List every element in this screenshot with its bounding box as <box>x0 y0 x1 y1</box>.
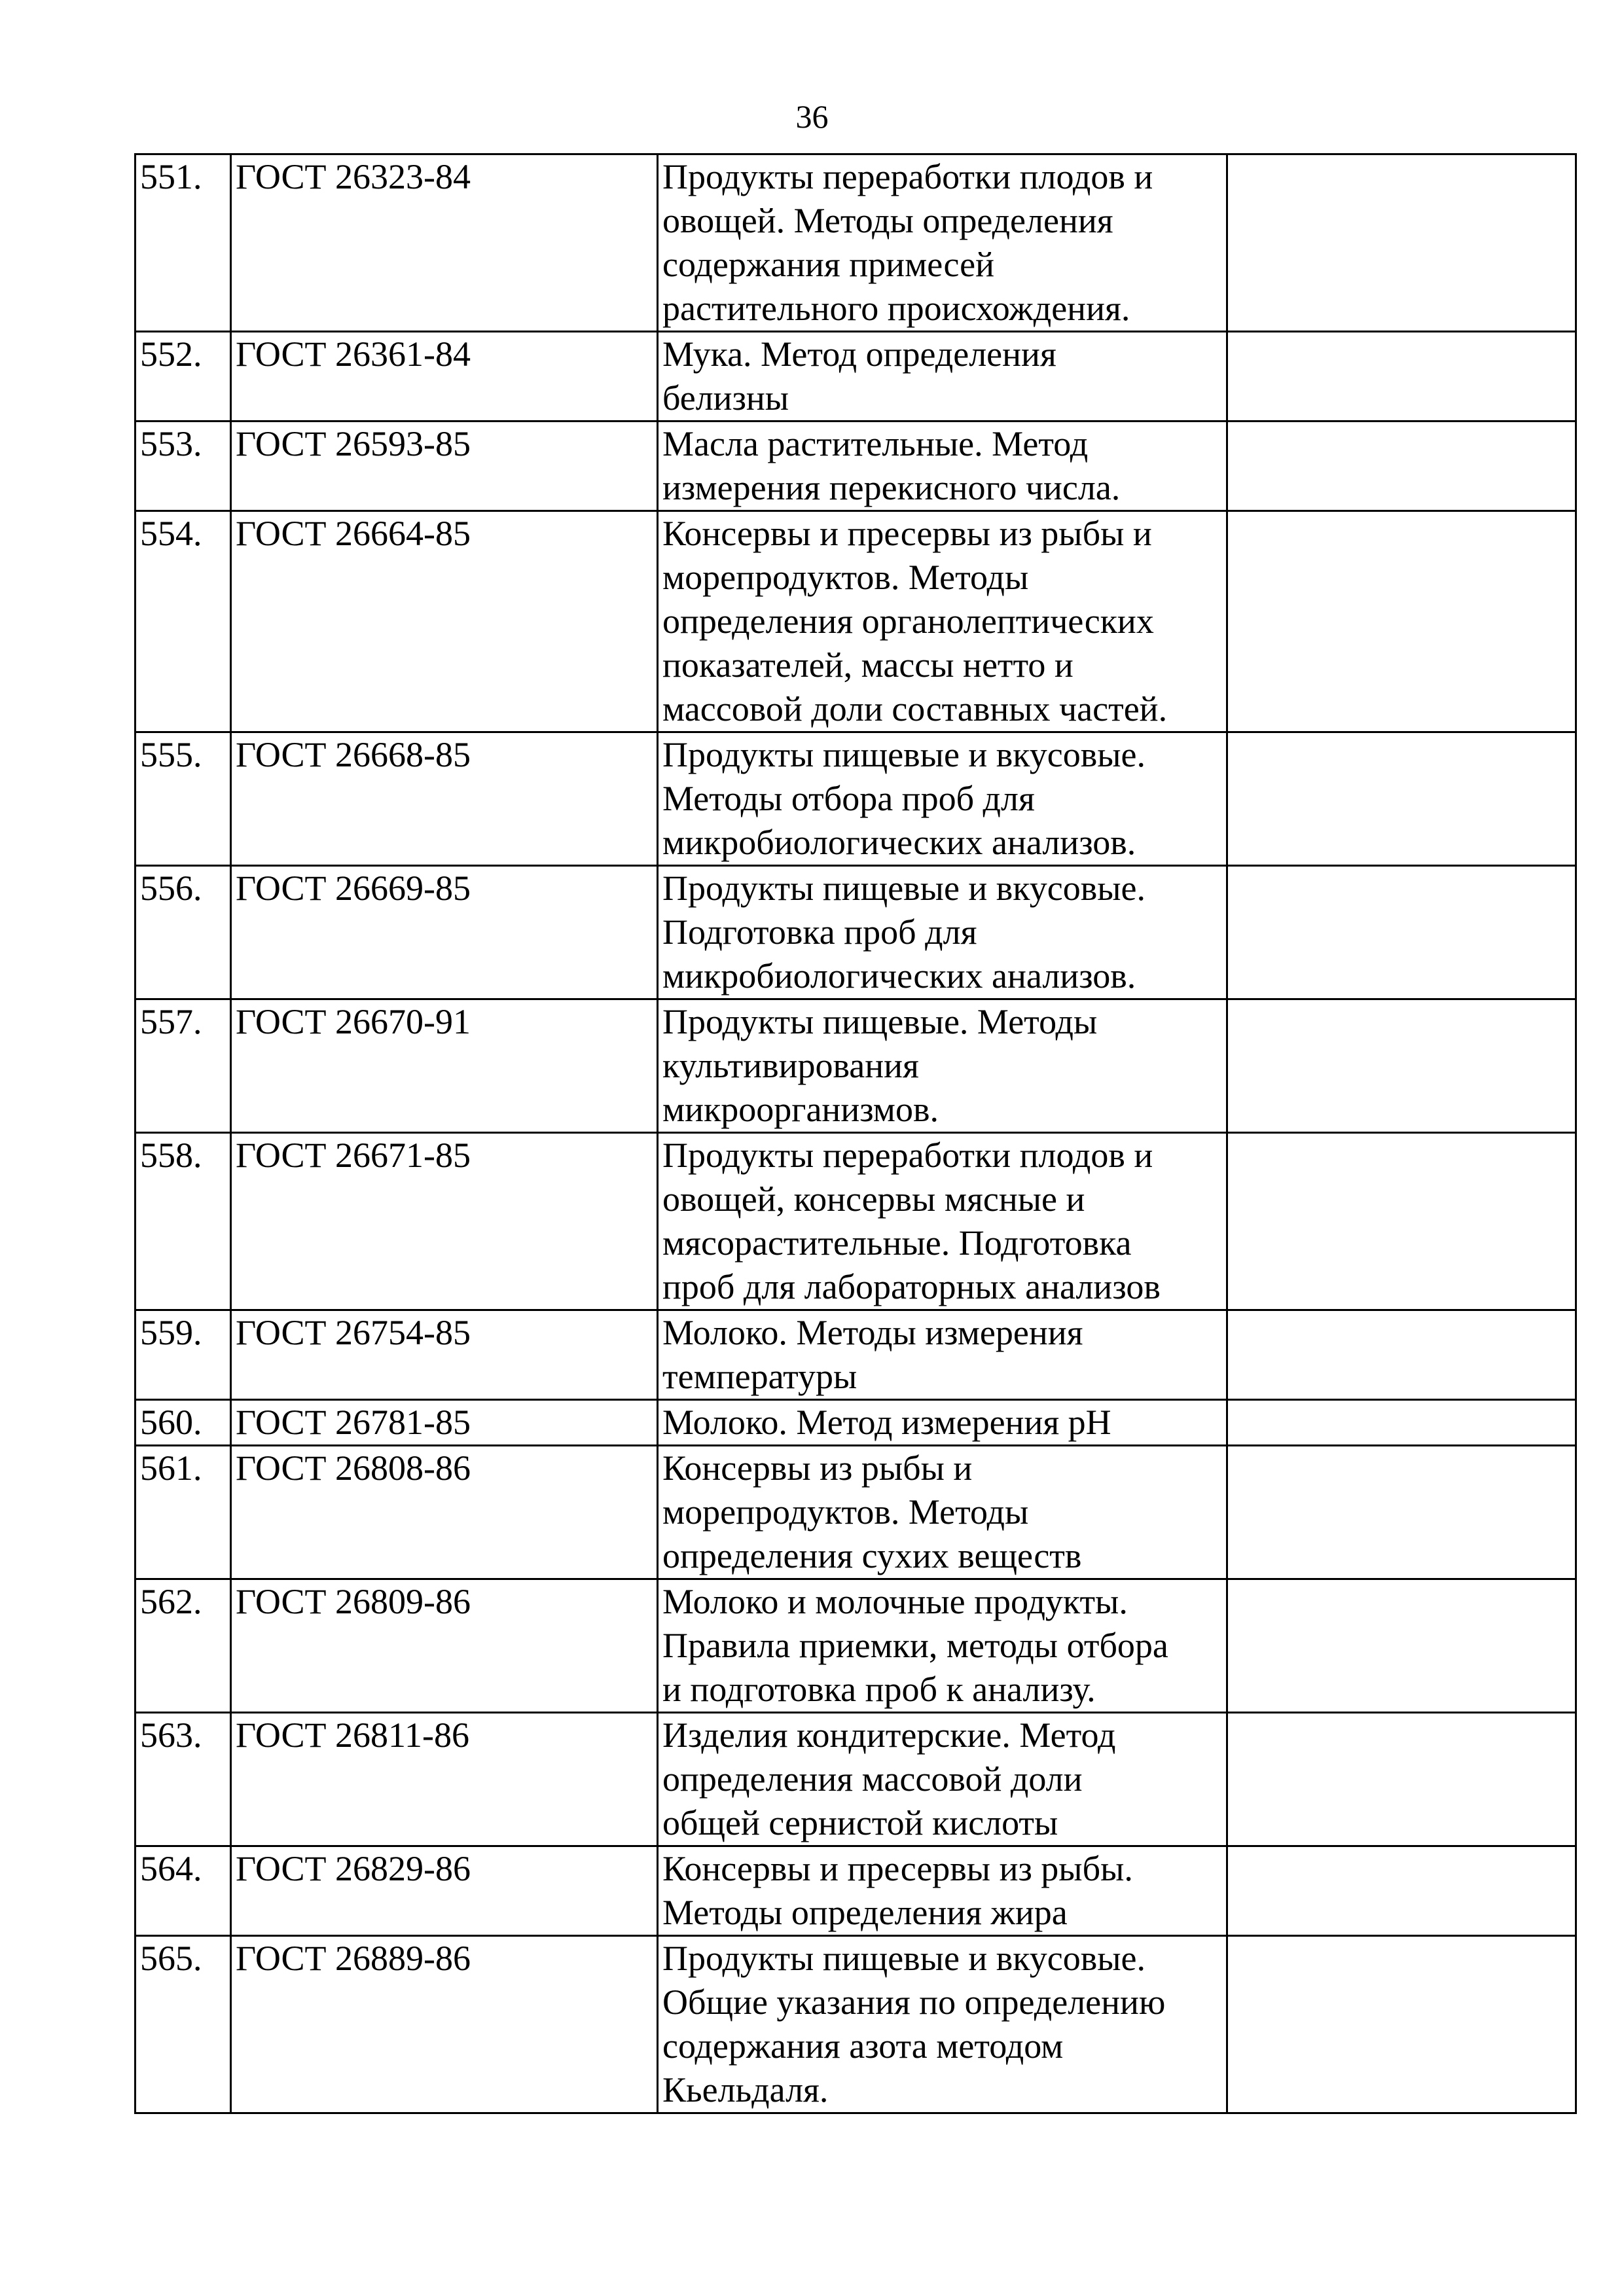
title-line: массовой доли составных частей. <box>662 689 1168 728</box>
row-number-cell: 557. <box>135 999 231 1133</box>
title-line: Кьельдаля. <box>662 2070 829 2109</box>
table-row <box>135 154 1576 332</box>
title-line: Продукты пищевые и вкусовые. <box>662 735 1146 774</box>
title-line: Продукты переработки плодов и <box>662 1136 1153 1175</box>
standard-code-cell: ГОСТ 26361-84 <box>231 332 658 422</box>
title-line: Методы отбора проб для <box>662 779 1035 818</box>
standard-title-cell <box>658 1310 1227 1400</box>
standard-title-cell <box>658 154 1227 332</box>
title-line: Общие указания по определению <box>662 1982 1166 2022</box>
empty-cell <box>1227 154 1576 332</box>
title-line: Молоко. Метод измерения pH <box>662 1403 1111 1442</box>
row-number-cell: 552. <box>135 332 231 422</box>
standard-title-cell <box>658 1579 1227 1713</box>
title-line: Подготовка проб для <box>662 912 977 952</box>
title-line: Консервы из рыбы и <box>662 1448 973 1488</box>
title-line: измерения перекисного числа. <box>662 468 1121 507</box>
table-row <box>135 1713 1576 1846</box>
standard-title-cell <box>658 1936 1227 2113</box>
row-number-cell: 553. <box>135 422 231 511</box>
title-line: микробиологических анализов. <box>662 956 1136 996</box>
title-line: Продукты пищевые и вкусовые. <box>662 1939 1146 1978</box>
table-row <box>135 1579 1576 1713</box>
title-line: показателей, массы нетто и <box>662 645 1074 685</box>
table-row <box>135 1310 1576 1400</box>
empty-cell <box>1227 1713 1576 1846</box>
row-number-cell: 554. <box>135 511 231 732</box>
title-line: температуры <box>662 1357 857 1396</box>
title-line: морепродуктов. Методы <box>662 1492 1029 1532</box>
title-line: определения массовой доли <box>662 1759 1083 1799</box>
row-number-cell: 556. <box>135 866 231 999</box>
title-line: белизны <box>662 378 789 418</box>
standards-table <box>134 153 1577 2114</box>
title-line: определения органолептических <box>662 601 1154 641</box>
standard-title-cell <box>658 1713 1227 1846</box>
row-number-cell: 565. <box>135 1936 231 2113</box>
table-row <box>135 1446 1576 1579</box>
page-number: 36 <box>795 98 829 135</box>
title-line: Продукты пищевые и вкусовые. <box>662 869 1146 908</box>
title-line: микроорганизмов. <box>662 1090 939 1129</box>
title-line: Масла растительные. Метод <box>662 424 1089 463</box>
title-line: и подготовка проб к анализу. <box>662 1670 1096 1709</box>
title-line: Продукты пищевые. Методы <box>662 1002 1098 1041</box>
table-row <box>135 1936 1576 2113</box>
empty-cell <box>1227 866 1576 999</box>
row-number-cell: 551. <box>135 154 231 332</box>
standard-title-cell <box>658 1400 1227 1446</box>
standard-code-cell: ГОСТ 26323-84 <box>231 154 658 332</box>
empty-cell <box>1227 1446 1576 1579</box>
empty-cell <box>1227 1310 1576 1400</box>
title-line: общей сернистой кислоты <box>662 1803 1058 1842</box>
table-row <box>135 332 1576 422</box>
standard-title-cell <box>658 1133 1227 1310</box>
title-line: морепродуктов. Методы <box>662 558 1029 597</box>
standard-title-cell <box>658 511 1227 732</box>
empty-cell <box>1227 1579 1576 1713</box>
standard-code-cell: ГОСТ 26593-85 <box>231 422 658 511</box>
row-number-cell: 555. <box>135 732 231 866</box>
title-line: культивирования <box>662 1046 919 1085</box>
table-row <box>135 732 1576 866</box>
title-line: Консервы и пресервы из рыбы. <box>662 1849 1133 1888</box>
standard-code-cell: ГОСТ 26889-86 <box>231 1936 658 2113</box>
table-row <box>135 422 1576 511</box>
title-line: микробиологических анализов. <box>662 823 1136 862</box>
standard-title-cell <box>658 1446 1227 1579</box>
title-line: Молоко. Методы измерения <box>662 1313 1083 1352</box>
title-line: Продукты переработки плодов и <box>662 157 1153 196</box>
title-line: Изделия кондитерские. Метод <box>662 1715 1116 1755</box>
title-line: мясорастительные. Подготовка <box>662 1223 1132 1263</box>
empty-cell <box>1227 999 1576 1133</box>
title-line: Консервы и пресервы из рыбы и <box>662 514 1152 553</box>
title-line: содержания азота методом <box>662 2026 1064 2066</box>
standard-code-cell: ГОСТ 26829-86 <box>231 1846 658 1936</box>
title-line: Методы определения жира <box>662 1893 1068 1932</box>
standard-code-cell: ГОСТ 26671-85 <box>231 1133 658 1310</box>
standard-title-cell <box>658 332 1227 422</box>
standard-title-cell <box>658 866 1227 999</box>
standard-code-cell: ГОСТ 26670-91 <box>231 999 658 1133</box>
standard-code-cell: ГОСТ 26754-85 <box>231 1310 658 1400</box>
row-number-cell: 559. <box>135 1310 231 1400</box>
standard-code-cell: ГОСТ 26811-86 <box>231 1713 658 1846</box>
empty-cell <box>1227 332 1576 422</box>
row-number-cell: 560. <box>135 1400 231 1446</box>
empty-cell <box>1227 1846 1576 1936</box>
empty-cell <box>1227 1936 1576 2113</box>
table-body <box>135 154 1576 2113</box>
title-line: овощей, консервы мясные и <box>662 1179 1085 1219</box>
empty-cell <box>1227 732 1576 866</box>
empty-cell <box>1227 511 1576 732</box>
row-number-cell: 564. <box>135 1846 231 1936</box>
row-number-cell: 562. <box>135 1579 231 1713</box>
standard-code-cell: ГОСТ 26809-86 <box>231 1579 658 1713</box>
table-row <box>135 866 1576 999</box>
table-row <box>135 511 1576 732</box>
empty-cell <box>1227 422 1576 511</box>
standard-title-cell <box>658 1846 1227 1936</box>
table-row <box>135 1400 1576 1446</box>
standard-title-cell <box>658 999 1227 1133</box>
standard-title-cell <box>658 422 1227 511</box>
title-line: Молоко и молочные продукты. <box>662 1582 1128 1621</box>
row-number-cell: 563. <box>135 1713 231 1846</box>
standard-code-cell: ГОСТ 26781-85 <box>231 1400 658 1446</box>
title-line: содержания примесей <box>662 245 995 284</box>
standard-code-cell: ГОСТ 26668-85 <box>231 732 658 866</box>
standard-code-cell: ГОСТ 26808-86 <box>231 1446 658 1579</box>
table-row <box>135 1846 1576 1936</box>
title-line: растительного происхождения. <box>662 289 1130 328</box>
standard-code-cell: ГОСТ 26664-85 <box>231 511 658 732</box>
title-line: овощей. Методы определения <box>662 201 1113 240</box>
table-row <box>135 999 1576 1133</box>
standard-title-cell <box>658 732 1227 866</box>
empty-cell <box>1227 1133 1576 1310</box>
title-line: Мука. Метод определения <box>662 334 1056 374</box>
table-row <box>135 1133 1576 1310</box>
standard-code-cell: ГОСТ 26669-85 <box>231 866 658 999</box>
title-line: определения сухих веществ <box>662 1536 1082 1575</box>
empty-cell <box>1227 1400 1576 1446</box>
row-number-cell: 558. <box>135 1133 231 1310</box>
title-line: Правила приемки, методы отбора <box>662 1626 1168 1665</box>
title-line: проб для лабораторных анализов <box>662 1267 1161 1306</box>
row-number-cell: 561. <box>135 1446 231 1579</box>
